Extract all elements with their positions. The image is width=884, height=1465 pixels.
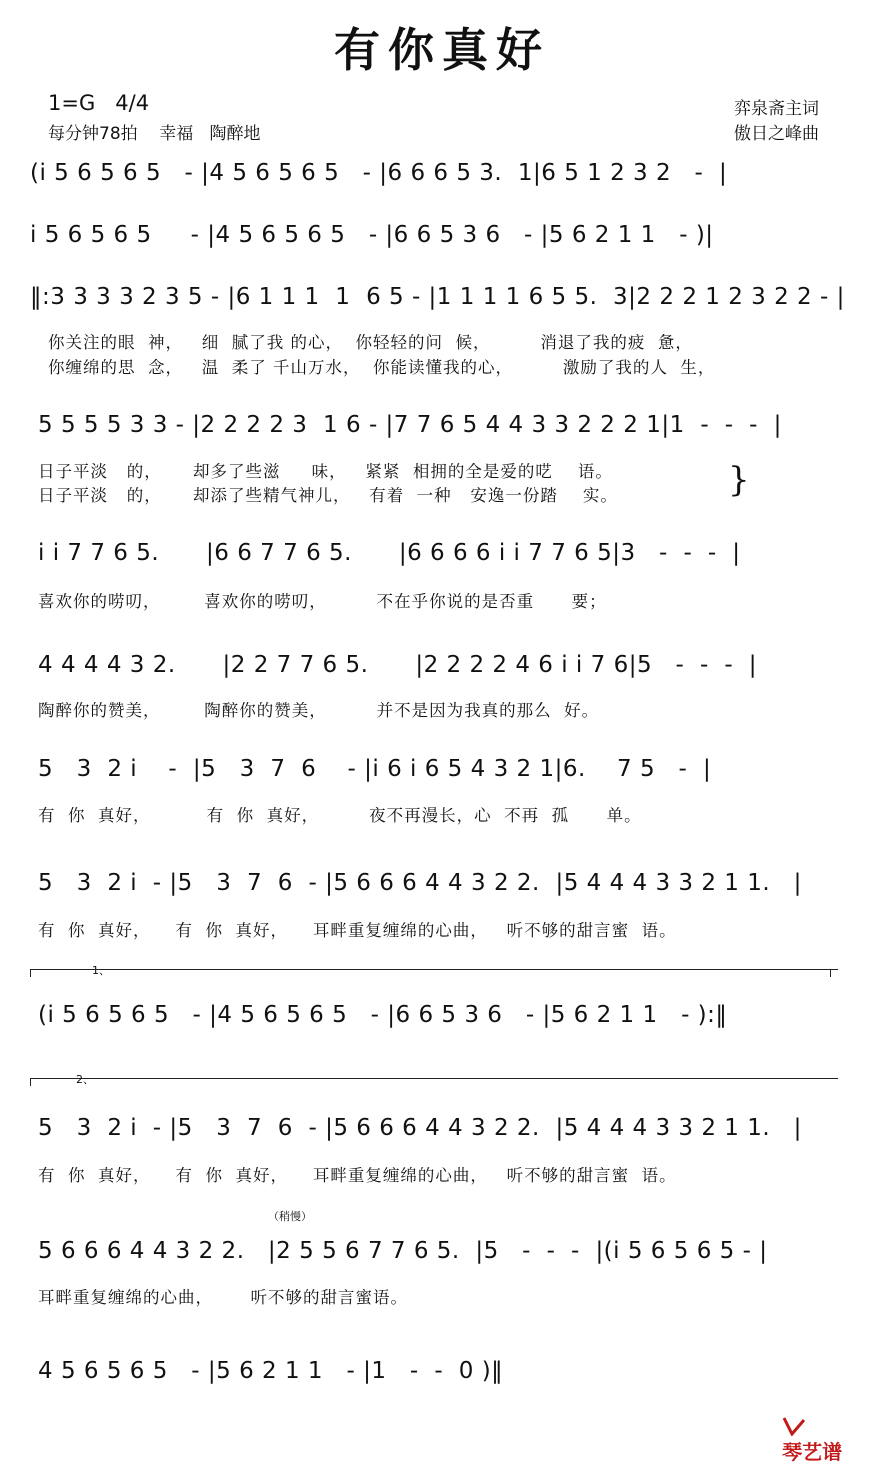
notation-line-11: 5 6 6 6 4 4 3 2 2. |2 5 5 6 7 7 6 5. |5 - - - |(i 5 6 5 6 5 - | — [38, 1238, 768, 1264]
lyric-line-3a: 你关注的眼 神， 细 腻了我 的心， 你轻轻的问 候， 消退了我的疲 惫， — [48, 333, 693, 352]
watermark-text: 琴艺谱 — [782, 1439, 843, 1464]
tempo-annotation: （稍慢） — [268, 1210, 312, 1223]
lyric-line-11: 耳畔重复缠绵的心曲， 听不够的甜言蜜语。 — [38, 1288, 408, 1307]
notation-line-4: 5 5 5 5 3 3 - |2 2 2 2 3 1 6 - |7 7 6 5 4 4 3 3 2 2 2 1|1 - - - | — [38, 412, 782, 438]
notation-line-7: 5 3 2 i - |5 3 7 6 - |i 6 i 6 5 4 3 2 1|6. 7 5 - | — [38, 756, 712, 782]
first-ending-end-tick — [830, 969, 831, 977]
lyricist-credit: 弈泉斋主词 — [734, 99, 819, 119]
notation-line-9: (i 5 6 5 6 5 - |4 5 6 5 6 5 - |6 6 5 3 6 - |5 6 2 1 1 - ):‖ — [38, 1002, 728, 1028]
composer-credit: 傲日之峰曲 — [734, 124, 819, 144]
second-ending-label: 2、 — [76, 1073, 94, 1086]
key-signature: 1=G 4/4 — [48, 91, 150, 115]
lyric-line-7: 有 你 真好， 有 你 真好， 夜不再漫长，心 不再 孤 单。 — [38, 806, 642, 825]
lyric-line-4a: 日子平淡 的， 却多了些滋 味， 紧紧 相拥的全是爱的呓 语。 — [38, 462, 613, 481]
lyric-line-8: 有 你 真好， 有 你 真好， 耳畔重复缠绵的心曲， 听不够的甜言蜜 语。 — [38, 921, 677, 940]
notation-line-1: (i 5 6 5 6 5 - |4 5 6 5 6 5 - |6 6 6 5 3. 1|6 5 1 2 3 2 - | — [30, 160, 728, 186]
notation-line-3: ‖:3 3 3 3 2 3 5 - |6 1 1 1 1 6 5 - |1 1 1 1 6 5 5. 3|2 2 2 1 2 3 2 2 - | — [30, 284, 845, 310]
lyric-line-5: 喜欢你的唠叨， 喜欢你的唠叨， 不在乎你说的是否重 要； — [38, 592, 607, 611]
second-ending-bracket — [30, 1078, 838, 1079]
first-ending-tick — [30, 969, 31, 977]
watermark — [772, 1396, 842, 1465]
logo-icon — [782, 1416, 806, 1436]
notation-line-12: 4 5 6 5 6 5 - |5 6 2 1 1 - |1 - - 0 )‖ — [38, 1358, 504, 1384]
second-ending-tick — [30, 1078, 31, 1086]
first-ending-label: 1、 — [92, 964, 110, 977]
notation-line-10: 5 3 2 i - |5 3 7 6 - |5 6 6 6 4 4 3 2 2. |5 4 4 4 3 3 2 1 1. | — [38, 1115, 802, 1141]
song-title: 有你真好 — [334, 23, 550, 77]
lyric-line-10: 有 你 真好， 有 你 真好， 耳畔重复缠绵的心曲， 听不够的甜言蜜 语。 — [38, 1166, 677, 1185]
notation-line-8: 5 3 2 i - |5 3 7 6 - |5 6 6 6 4 4 3 2 2. |5 4 4 4 3 3 2 1 1. | — [38, 870, 802, 896]
first-ending-bracket — [30, 969, 838, 970]
repeat-brace: } — [728, 460, 750, 500]
lyric-line-4b: 日子平淡 的， 却添了些精气神儿， 有着 一种 安逸一份踏 实。 — [38, 486, 618, 505]
tempo-marking: 每分钟78拍 幸福 陶醉地 — [48, 124, 261, 144]
notation-line-2: i 5 6 5 6 5 - |4 5 6 5 6 5 - |6 6 5 3 6 - |5 6 2 1 1 - )| — [30, 222, 714, 248]
notation-line-6: 4 4 4 4 3 2. |2 2 7 7 6 5. |2 2 2 2 4 6 i i 7 6|5 - - - | — [38, 652, 758, 678]
lyric-line-3b: 你缠绵的思 念， 温 柔了 千山万水， 你能读懂我的心， 激励了我的人 生， — [48, 358, 716, 377]
lyric-line-6: 陶醉你的赞美， 陶醉你的赞美， 并不是因为我真的那么 好。 — [38, 701, 600, 720]
notation-line-5: i i 7 7 6 5. |6 6 7 7 6 5. |6 6 6 6 i i 7 7 6 5|3 - - - | — [38, 540, 741, 566]
